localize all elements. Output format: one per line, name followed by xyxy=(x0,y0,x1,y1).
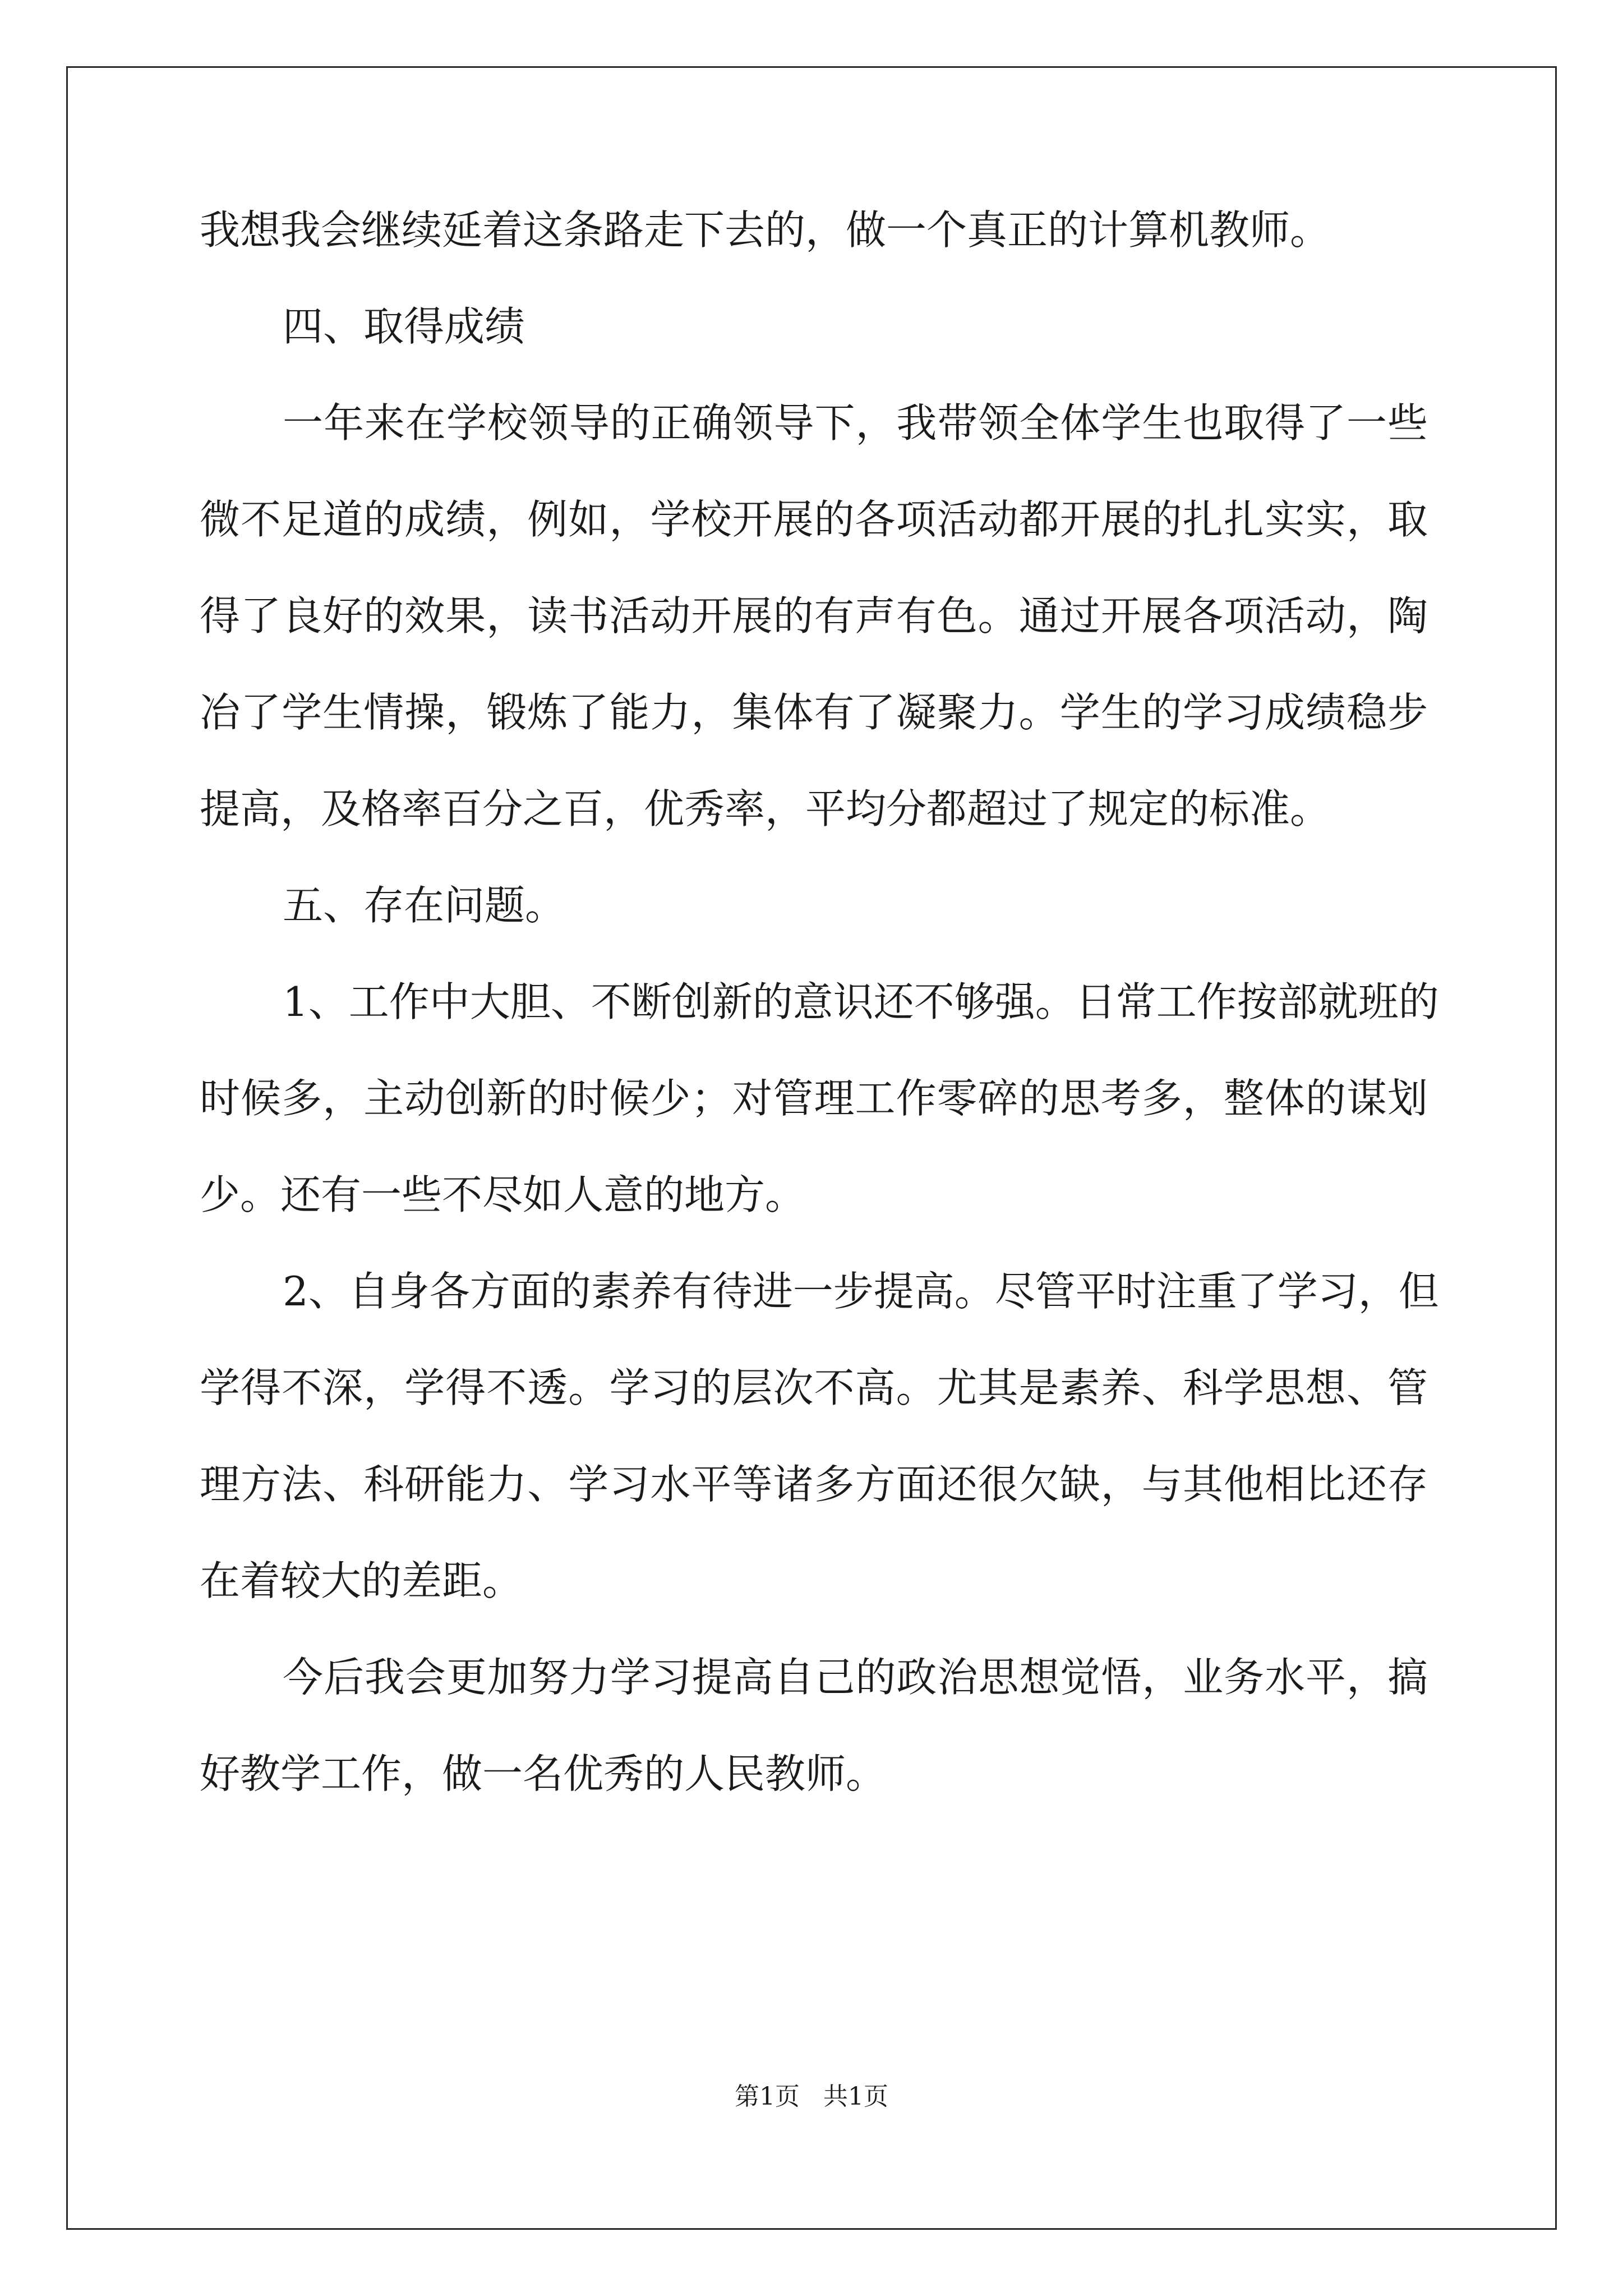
text-line: 提高，及格率百分之百，优秀率，平均分都超过了规定的标准。 xyxy=(200,785,1331,832)
text-line: 学得不深，学得不透。学习的层次不高。尤其是素养、科学思想、管 xyxy=(200,1364,1428,1411)
text-line: 2、自身各方面的素养有待进一步提高。尽管平时注重了学习，但 xyxy=(283,1268,1439,1315)
text-line: 四、取得成绩 xyxy=(283,303,525,350)
text-line: 理方法、科研能力、学习水平等诸多方面还很欠缺，与其他相比还存 xyxy=(200,1461,1428,1508)
text-line: 微不足道的成绩，例如，学校开展的各项活动都开展的扎扎实实，取 xyxy=(200,496,1428,543)
page-number-current: 第1页 xyxy=(735,2082,800,2111)
text-line: 少。还有一些不尽如人意的地方。 xyxy=(200,1171,806,1218)
text-line: 我想我会继续延着这条路走下去的，做一个真正的计算机教师。 xyxy=(200,206,1331,254)
text-line: 五、存在问题。 xyxy=(283,882,566,929)
page-number-total: 共1页 xyxy=(823,2082,888,2111)
text-line: 一年来在学校领导的正确领导下，我带领全体学生也取得了一些 xyxy=(283,399,1428,447)
text-line: 好教学工作，做一名优秀的人民教师。 xyxy=(200,1750,887,1797)
text-line: 今后我会更加努力学习提高自己的政治思想觉悟，业务水平，搞 xyxy=(283,1654,1428,1701)
text-line: 在着较大的差距。 xyxy=(200,1557,523,1604)
text-line: 1、工作中大胆、不断创新的意识还不够强。日常工作按部就班的 xyxy=(283,978,1439,1025)
text-line: 冶了学生情操，锻炼了能力，集体有了凝聚力。学生的学习成绩稳步 xyxy=(200,689,1428,736)
text-line: 时候多，主动创新的时候少；对管理工作零碎的思考多，整体的谋划 xyxy=(200,1075,1428,1122)
text-line: 得了良好的效果，读书活动开展的有声有色。通过开展各项活动，陶 xyxy=(200,592,1428,639)
document-body xyxy=(200,202,1439,1842)
page-footer xyxy=(0,2080,1623,2114)
